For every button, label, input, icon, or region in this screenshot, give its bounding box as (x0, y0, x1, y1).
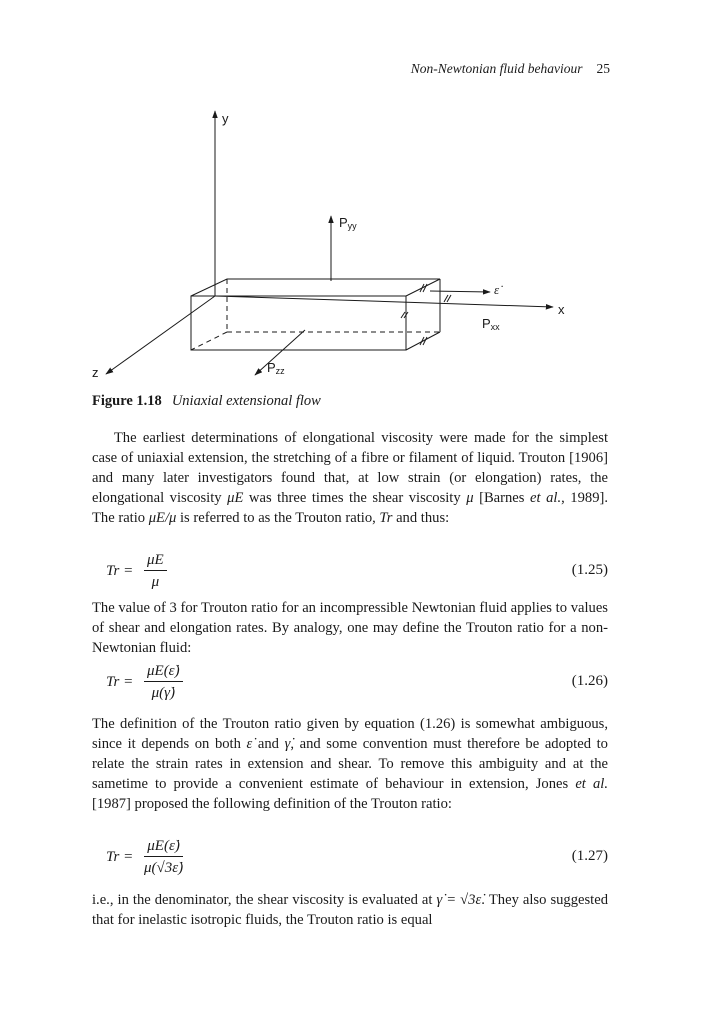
z-axis-line (106, 296, 215, 374)
x-axis-label: x (558, 302, 565, 317)
equation-number: (1.25) (571, 562, 608, 578)
equation-1-25: Tr = $\frac{\mu E}{\mu}$ (1.25) (106, 552, 608, 590)
page-number: 25 (596, 61, 610, 76)
pyy-label: $P_{yy}$ (339, 215, 357, 231)
uniaxial-extension-diagram (0, 0, 701, 390)
y-axis-label: y (222, 111, 229, 126)
strain-rate-label: ε̇ (494, 282, 500, 297)
figure-title: Uniaxial extensional flow (171, 393, 321, 409)
equation-1-26: Tr = $\frac{\mu E(\varepsiloṅ)}{\mu(\gammȧ)}$ (1.26) (106, 663, 608, 701)
box-top-face (191, 279, 440, 296)
box-hidden-edges (191, 279, 440, 350)
figure-caption (92, 393, 321, 410)
equation-number: (1.26) (571, 673, 608, 689)
paragraph-3: The definition of the Trouton ratio given by equation (1.26) is somewhat ambiguous, since it depends on both ε̇ and γ̇, and some convention must therefore be adopted to relate the strain rates in extension and shear. To remove this ambiguity and at the sametime to provide a convenient estimate of behaviour in extension, Jones et al. [1987] proposed the following definition of the Trouton ratio: (92, 716, 608, 812)
figure-number: Figure 1.18 (92, 393, 162, 409)
pxx-label: $P_{xx}$ (482, 316, 500, 332)
running-header-title: Non-Newtonian fluid behaviour (410, 61, 583, 76)
edge-tick-marks (401, 284, 451, 345)
paragraph-2: The value of 3 for Trouton ratio for an incompressible Newtonian fluid applies to values of shear and elongation rates. By analogy, one may define the Trouton ratio for a non-Newtonian fluid: (92, 600, 608, 656)
strain-rate-arrow (430, 291, 490, 292)
equation-1-27: Tr = $\frac{\mu E(\varepsiloṅ)}{\mu(√3\varepsiloṅ)}$ (1.27) (106, 838, 608, 876)
box-front-face (191, 296, 406, 350)
paragraph-1: The earliest determinations of elongational viscosity were made for the simplest case of uniaxial extension, the stretching of a fibre or filament of liquid. Trouton [1906] and many later investigators found that, at low strain (or elongation) rates, the elongational viscosity μE was three times the shear viscosity μ [Barnes et al., 1989]. The ratio μE/μ is referred to as the Trouton ratio, Tr and thus: (92, 430, 609, 526)
equation-number: (1.27) (571, 848, 608, 864)
pzz-label: $P_{zz}$ (267, 360, 285, 376)
z-axis-label: z (92, 365, 99, 380)
x-axis-line (215, 296, 553, 307)
paragraph-4: i.e., in the denominator, the shear viscosity is evaluated at γ̇ = √3ε̇. They also suggested that for inelastic isotropic fluids, the Trouton ratio is equal (92, 892, 608, 928)
